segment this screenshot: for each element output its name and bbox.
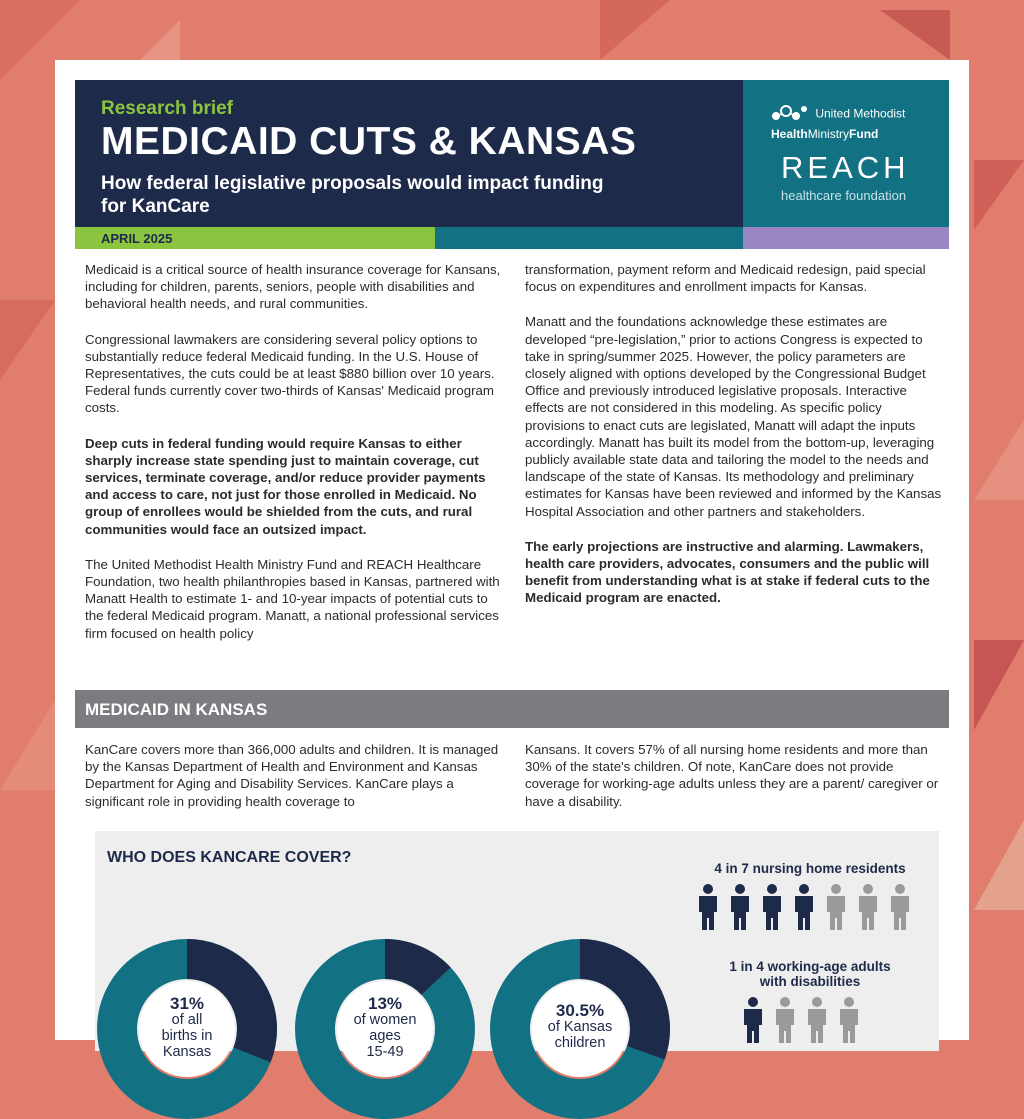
publish-date: APRIL 2025	[101, 231, 173, 246]
person-icon	[887, 883, 913, 931]
person-icon	[804, 996, 830, 1044]
paragraph: The early projections are instructive and alarming. Lawmakers, health care providers, advocates, consumers and the public will benefit from understanding what is at stake if federal cuts to the Medicaid program are enacted.	[525, 538, 930, 606]
person-icon	[759, 883, 785, 931]
umhmf-line1: United Methodist	[815, 106, 906, 121]
kancare-infographic	[95, 831, 939, 1060]
section-left-column	[85, 741, 505, 828]
section-right-column	[525, 741, 945, 828]
accent-bar-teal	[435, 227, 743, 249]
paragraph: transformation, payment reform and Medicaid redesign, paid special focus on expenditures and enrollment impacts for Kansas.	[525, 262, 926, 295]
donut-caption: ages	[369, 1028, 401, 1044]
donut-caption: of all	[171, 1012, 203, 1028]
umhmf-ministry: Ministry	[807, 127, 850, 141]
donut-percent: 30.5%	[555, 1001, 605, 1020]
donut-caption: of women	[353, 1012, 417, 1028]
donut-caption: children	[554, 1035, 606, 1051]
disability-label	[685, 959, 935, 989]
donut-label-women	[330, 996, 440, 1060]
donut-caption: births in	[161, 1028, 213, 1044]
donut-label-children	[525, 1003, 635, 1051]
person-icon	[855, 883, 881, 931]
paragraph: The United Methodist Health Ministry Fund and REACH Healthcare Foundation, two health philanthropies based in Kansas, partnered with Manatt Health to estimate 1- and 10-year impacts of potential cuts to the federal Medicaid program. Manatt, a national professional services firm focused on health policy	[85, 556, 500, 641]
donut-percent: 13%	[367, 994, 403, 1013]
paragraph: Deep cuts in federal funding would require Kansas to either sharply increase state spending just to maintain coverage, cut services, terminate coverage, and/or reduce provider payments and access to care, not just for those enrolled in Medicaid. No group of enrollees would be shielded from the cuts, and rural communities would face an outsized impact.	[85, 435, 486, 537]
header-banner	[75, 80, 949, 227]
paragraph: Kansans. It covers 57% of all nursing home residents and more than 30% of the state's children. Of note, KanCare does not provide coverage for working-age adults unless they are a parent/ caregiver or have a disability.	[525, 742, 939, 809]
umhmf-health: Health	[771, 127, 808, 141]
person-icon	[772, 996, 798, 1044]
disability-label-line1: 1 in 4 working-age adults	[729, 959, 891, 974]
intro-left-column	[85, 261, 505, 660]
person-icon	[791, 883, 817, 931]
molecule-icon	[771, 102, 809, 127]
section-title: MEDICAID IN KANSAS	[85, 700, 268, 719]
donut-percent: 31%	[169, 994, 205, 1013]
section-header	[75, 690, 949, 728]
person-icon	[823, 883, 849, 931]
page-title: MEDICAID CUTS & KANSAS	[101, 120, 637, 163]
paragraph: Congressional lawmakers are considering several policy options to substantially reduce federal Medicaid funding. In the U.S. House of Representatives, the cuts could be at least $880 billion over 10 years. Federal funds currently cover two-thirds of Kansas' Medicaid program costs.	[85, 331, 495, 416]
kicker: Research brief	[101, 98, 234, 119]
disability-label-line2: with disabilities	[759, 974, 861, 989]
donut-caption: of Kansas	[547, 1019, 613, 1035]
paragraph: Manatt and the foundations acknowledge these estimates are developed “pre-legislation,” prior to actions Congress is expected to take in spring/summer 2025. However, the policy parameters are closely aligned with options developed by the Congressional Budget Office and previously introduced legislative proposals. Interactive effects are not considered in this modeling. As specific policy provisions to enact cuts are legislated, Manatt will adapt the inputs accordingly. Manatt has built its model from the bottom-up, leveraging publicly available state data and tailoring the model to the needs and landscape of the state of Kansas. Its methodology and preliminary estimates for Kansas have been reviewed and informed by the Kansas Hospital Association and other partners and stakeholders.	[525, 314, 942, 519]
infographic-title: WHO DOES KANCARE COVER?	[107, 849, 352, 866]
reach-subtitle: healthcare foundation	[781, 188, 907, 203]
disability-pictogram	[740, 996, 868, 1049]
donut-label-births	[132, 996, 242, 1060]
person-icon	[727, 883, 753, 931]
person-icon	[836, 996, 862, 1044]
person-icon	[695, 883, 721, 931]
partner-logos	[743, 80, 949, 227]
paragraph: KanCare covers more than 366,000 adults and children. It is managed by the Kansas Department of Health and Environment and Kansas Department for Aging and Disability Services. KanCare plays a significant role in providing health coverage to	[85, 742, 499, 809]
date-bar	[75, 227, 435, 249]
paragraph: Medicaid is a critical source of health insurance coverage for Kansans, including for children, parents, seniors, people with disabilities and behavioral health needs, and rural communities.	[85, 262, 501, 312]
nursing-home-pictogram	[695, 883, 919, 936]
reach-logo: REACH	[781, 150, 910, 185]
page-subtitle: How federal legislative proposals would impact funding for KanCare	[101, 173, 604, 217]
accent-bar-purple	[743, 227, 949, 249]
donut-caption: Kansas	[162, 1044, 212, 1060]
research-brief-page	[55, 60, 969, 1060]
person-icon	[740, 996, 766, 1044]
intro-right-column	[525, 261, 945, 625]
umhmf-fund: Fund	[849, 127, 879, 141]
umhmf-logo	[771, 102, 905, 141]
donut-caption: 15-49	[366, 1044, 404, 1060]
nursing-home-label: 4 in 7 nursing home residents	[714, 861, 906, 876]
